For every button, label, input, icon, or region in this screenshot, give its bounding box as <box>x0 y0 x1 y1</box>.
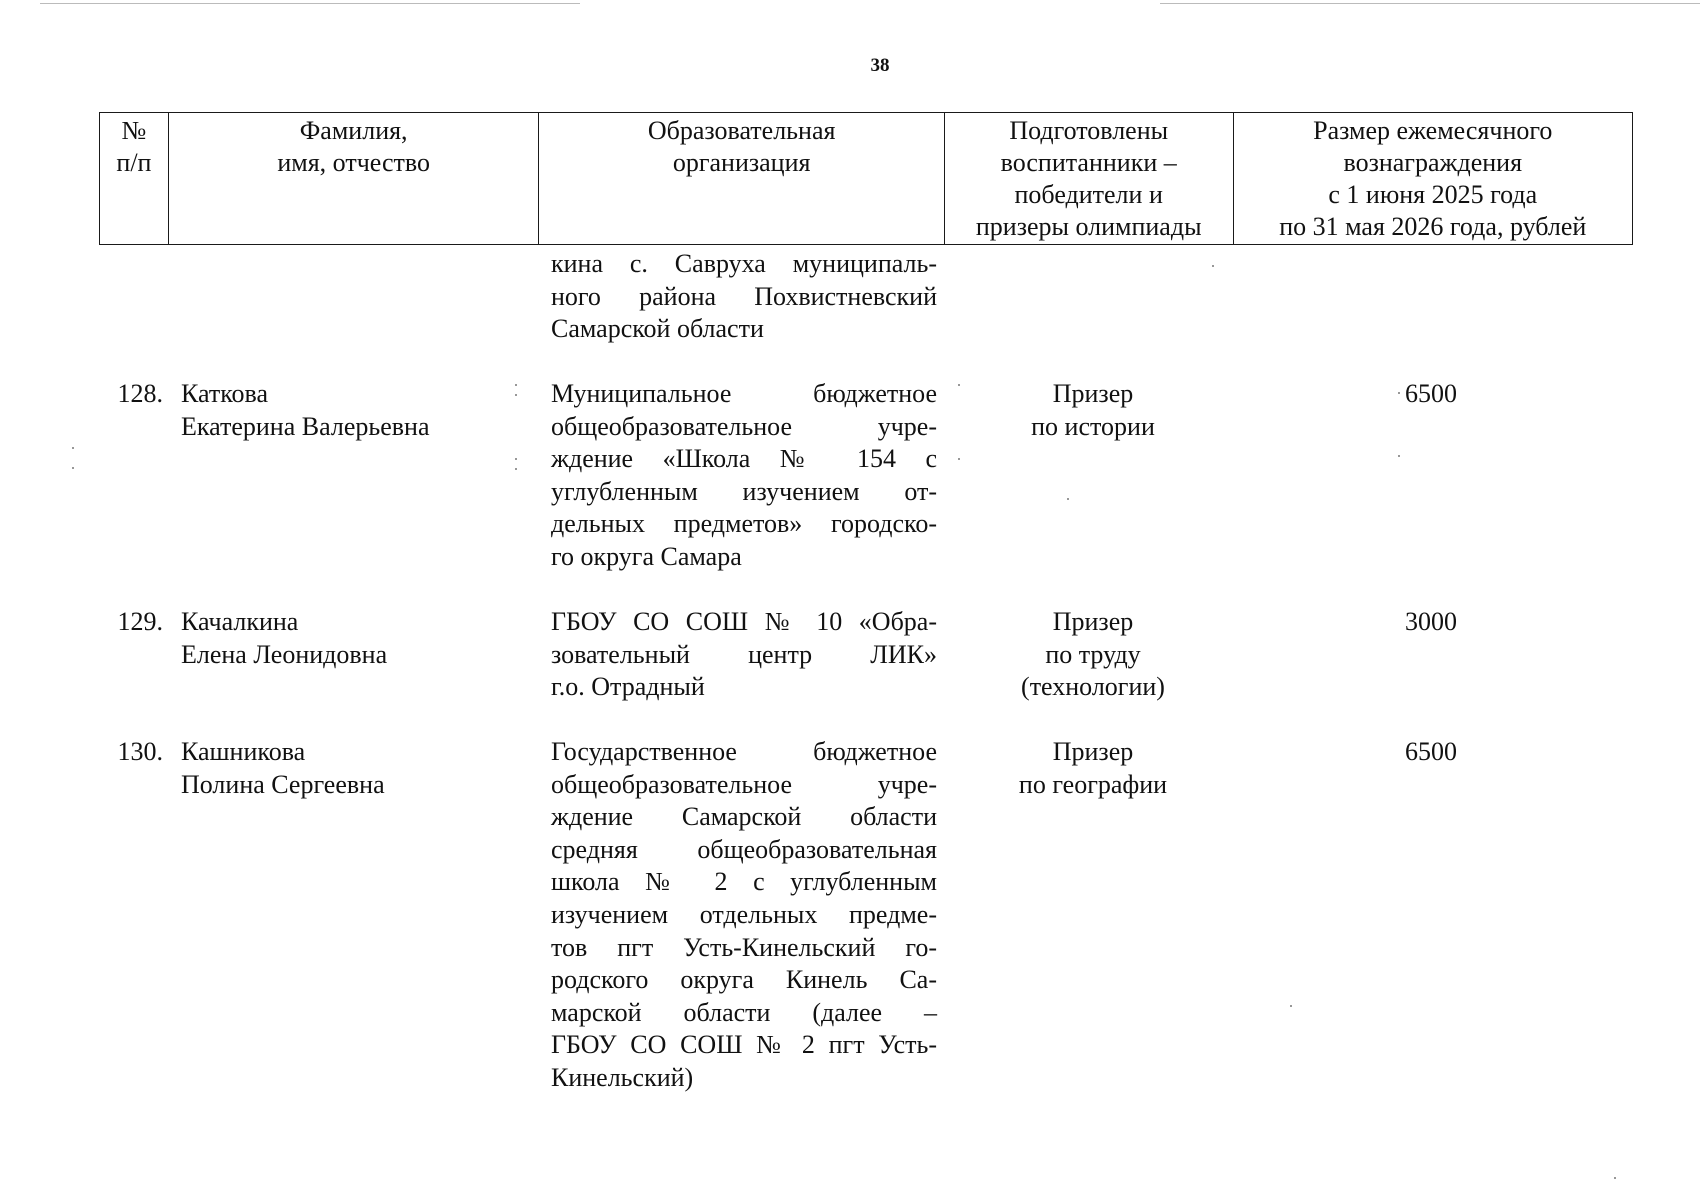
amount: 6500 <box>1405 737 1457 766</box>
org-line: изучением отдельных предме- <box>551 899 937 929</box>
scan-speck <box>958 384 960 386</box>
scan-speck <box>1398 392 1400 394</box>
header-organization: Образовательная организация <box>539 113 944 244</box>
org-line: общеобразовательное учре- <box>551 411 937 441</box>
header-amount: Размер ежемесячного вознаграждения с 1 июня 2025 года по 31 мая 2026 года, рублей <box>1279 116 1587 241</box>
org-line: ГБОУ СО СОШ № 10 «Обра- <box>551 607 937 636</box>
table-header <box>99 112 1633 245</box>
scan-speck <box>1067 498 1069 500</box>
amount: 6500 <box>1405 379 1457 408</box>
award: Призер по географии <box>1018 737 1168 799</box>
org-line: общеобразовательное учре- <box>551 769 937 799</box>
full-name: Качалкина Елена Леонидовна <box>181 607 388 669</box>
award: Призер по истории <box>1031 379 1155 441</box>
scan-speck <box>1614 1177 1616 1179</box>
scan-speck <box>515 394 517 396</box>
row-number: 128. <box>117 379 163 408</box>
org-line: Муниципальное бюджетное <box>551 379 937 408</box>
org-line: школа № 2 с углубленным <box>551 867 937 897</box>
org-line: дельных предметов» городско- <box>551 509 937 539</box>
scan-speck <box>515 384 517 386</box>
scan-speck <box>515 458 517 460</box>
scan-edge-line <box>40 3 580 4</box>
org-line: ждение «Школа № 154 с <box>551 444 937 474</box>
scan-speck <box>515 468 517 470</box>
row-number: 129. <box>117 607 163 636</box>
scan-speck <box>72 467 74 469</box>
header-number: № п/п <box>100 113 169 244</box>
amount: 3000 <box>1405 607 1457 636</box>
header-award: Подготовлены воспитанники – победители и призеры олимпиады <box>945 113 1234 244</box>
row-number: 130. <box>117 737 163 766</box>
org-line: г.о. Отрадный <box>551 672 705 702</box>
organization-cell <box>551 248 937 346</box>
org-line: углубленным изучением от- <box>551 476 937 506</box>
org-line: Государственное бюджетное <box>551 737 937 766</box>
award: Призер по труду (технологии) <box>1021 607 1165 702</box>
full-name: Кашникова Полина Сергеевна <box>181 737 385 799</box>
scan-speck <box>1290 1005 1292 1007</box>
org-line: ного района Похвистневский <box>551 281 937 311</box>
header-full-name: Фамилия, имя, отчество <box>169 113 540 244</box>
scan-speck <box>1212 265 1214 267</box>
org-line: Самарской области <box>551 314 764 344</box>
scan-speck <box>72 447 74 449</box>
scan-speck <box>958 458 960 460</box>
full-name: Каткова Екатерина Валерьевна <box>181 379 430 441</box>
org-line: зовательный центр ЛИК» <box>551 639 937 669</box>
org-line: ГБОУ СО СОШ № 2 пгт Усть- <box>551 1030 937 1060</box>
org-line: го округа Самара <box>551 541 742 571</box>
page-number: 38 <box>870 55 890 76</box>
org-line: тов пгт Усть-Кинельский го- <box>551 932 937 962</box>
organization-cell <box>551 736 937 1095</box>
org-line: средняя общеобразовательная <box>551 834 937 864</box>
org-line: марской области (далее – <box>551 997 937 1027</box>
scan-speck <box>1398 455 1400 457</box>
org-line: ждение Самарской области <box>551 802 937 832</box>
organization-cell <box>551 378 937 574</box>
scan-edge-line <box>1160 3 1700 4</box>
org-line: кина с. Савруха муниципаль- <box>551 249 937 278</box>
organization-cell <box>551 606 937 704</box>
org-line: родского округа Кинель Са- <box>551 965 937 995</box>
org-line: Кинельский) <box>551 1062 694 1092</box>
